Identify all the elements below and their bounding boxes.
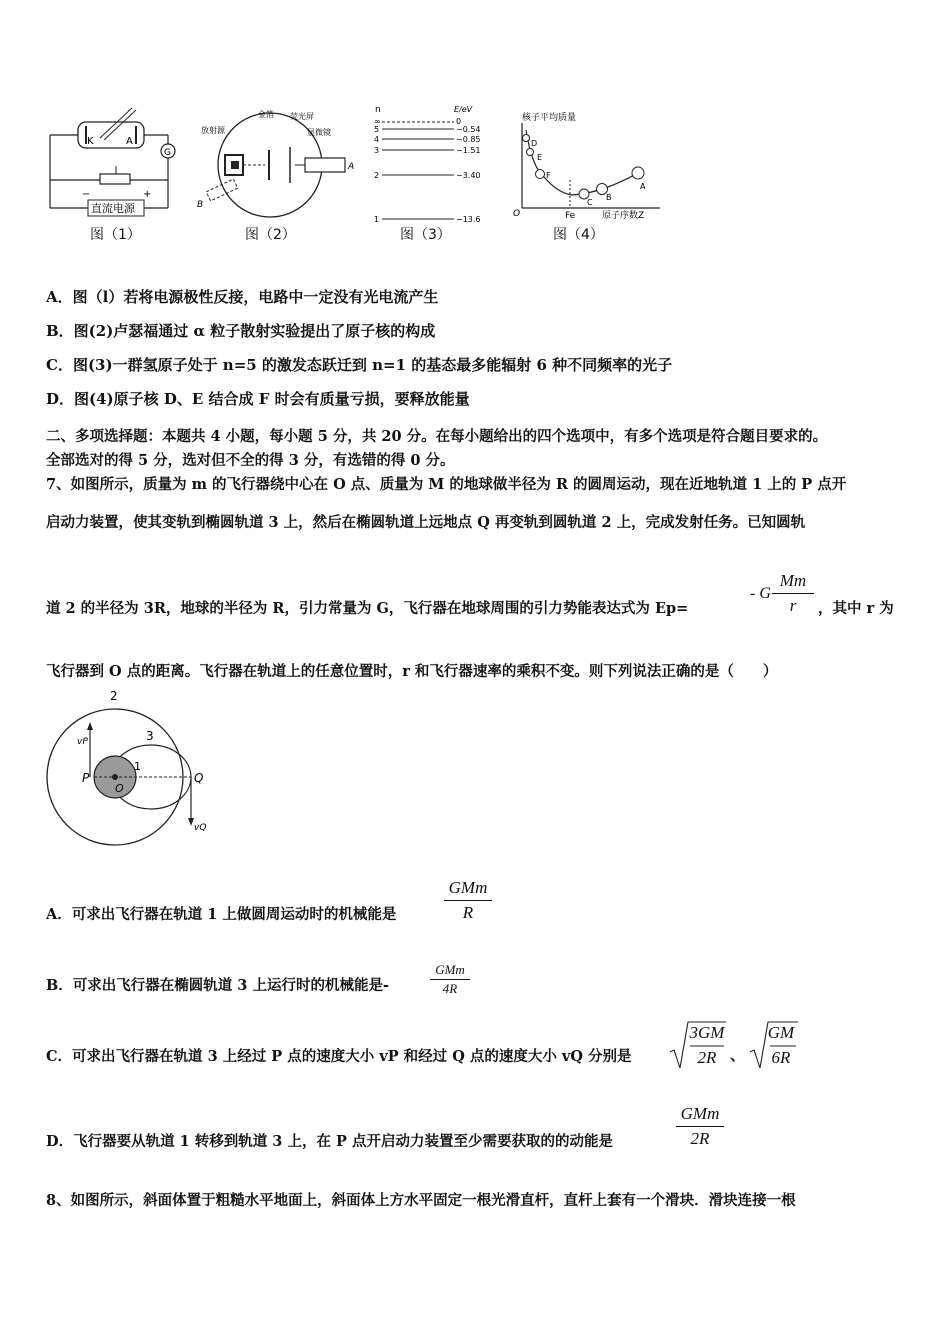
level-e: −0.54: [456, 125, 481, 134]
fig2-label-b: B: [197, 200, 204, 210]
orbit-label-2: 2: [110, 689, 118, 703]
option-c-r2-den: 6R: [771, 1048, 791, 1067]
level-n: 4: [374, 135, 380, 144]
fig4-fe: Fe: [565, 211, 576, 221]
q7-line-3-text: 道 2 的半径为 3R，地球的半径为 R，引力常量为 G，飞行器在地球周围的引力势能表达式为 Ep=: [46, 600, 689, 617]
level-3: [374, 146, 481, 155]
q7-option-d: D．飞行器要从轨道 1 转移到轨道 3 上，在 P 点开启动力装置至少需要获取的的动能是: [46, 1133, 613, 1150]
ep-denominator: r: [789, 596, 797, 615]
orbit-diagram: [42, 688, 217, 848]
fig2-screen: 荧光屏: [290, 112, 314, 121]
section-2-heading: 二、多项选择题：本题共 4 小题，每小题 5 分，共 20 分。在每小题给出的四个选项中，有多个选项是符合题目要求的。: [46, 428, 828, 445]
q6-option-b: B．图(2)卢瑟福通过 α 粒子散射实验提出了原子核的构成: [46, 322, 436, 340]
q7-line-1: 7、如图所示，质量为 m 的飞行器绕中心在 O 点、质量为 M 的地球做半径为 R 的圆周运动，现在近地轨道 1 上的 P 点开: [46, 476, 847, 493]
fig3-n-header: n: [375, 105, 381, 115]
fig2-label-a: A: [348, 162, 355, 172]
option-c-r2-num: GM: [767, 1023, 795, 1042]
fig1-galvanometer-label: G: [164, 148, 171, 158]
level-2: [374, 171, 481, 180]
option-c-frac-1: [688, 1022, 726, 1069]
fig1-minus: −: [82, 189, 91, 200]
option-a-fraction: [444, 877, 492, 924]
figure-2-rutherford-scattering: [195, 105, 355, 220]
level-e: −1.51: [456, 146, 481, 155]
fig4-point-a: A: [640, 182, 646, 191]
q6-option-d: D．图(4)原子核 D、E 结合成 F 时会有质量亏损，要释放能量: [46, 390, 470, 408]
fig1-plus: +: [143, 189, 152, 200]
q7-option-a: A．可求出飞行器在轨道 1 上做圆周运动时的机械能是: [46, 906, 397, 923]
option-a-numerator: GMm: [448, 878, 488, 897]
figure-1-caption: 图（1）: [90, 227, 141, 243]
fig1-label-a: A: [126, 136, 133, 147]
q8-line-1: 8、如图所示，斜面体置于粗糙水平地面上，斜面体上方水平固定一根光滑直杆，直杆上套有一个滑块．滑块连接一根: [46, 1192, 796, 1209]
fig4-point-f: F: [546, 171, 551, 180]
q7-line-4: 飞行器到 O 点的距离。飞行器在轨道上的任意位置时，r 和飞行器速率的乘积不变。则下列说法正确的是（ ）: [46, 663, 778, 680]
fig4-ylabel: 核子平均质量: [522, 113, 577, 123]
figure-3-energy-levels: [368, 102, 488, 227]
fig4-point-d: D: [531, 139, 538, 148]
fig4-point-b: B: [606, 193, 612, 202]
option-c-frac-2: [766, 1022, 796, 1069]
level-n: 1: [374, 215, 380, 224]
fig3-e-header: E/eV: [454, 105, 473, 114]
fig1-power-label: 直流电源: [91, 202, 135, 215]
fig1-label-k: K: [87, 136, 94, 147]
orbit-label-1: 1: [134, 760, 141, 773]
figure-4-caption: 图（4）: [553, 227, 604, 243]
option-c-separator: 、: [730, 1046, 746, 1064]
q7-line-2: 启动力装置，使其变轨到椭圆轨道 3 上，然后在椭圆轨道上远地点 Q 再变轨到圆轨道 2 上，完成发射任务。已知圆轨: [46, 514, 806, 531]
ep-fraction: [772, 570, 814, 617]
fig4-point-e: E: [537, 153, 543, 162]
figure-2-caption: 图（2）: [245, 227, 296, 243]
q7-option-c: C．可求出飞行器在轨道 3 上经过 P 点的速度大小 vP 和经过 Q 点的速度大小 vQ 分别是: [46, 1048, 632, 1065]
level-5: [374, 125, 481, 134]
level-4: [374, 135, 481, 144]
option-b-denominator: 4R: [442, 981, 458, 996]
option-b-numerator: GMm: [435, 962, 465, 977]
fig2-source: 放射源: [201, 126, 225, 135]
ep-numerator: Mm: [779, 571, 807, 590]
figure-4-binding-curve: [510, 108, 670, 223]
level-n: 3: [374, 146, 380, 155]
level-e: 0: [456, 117, 462, 126]
q6-option-a: A．图（l）若将电源极性反接，电路中一定没有光电流产生: [46, 288, 439, 306]
level-inf: [374, 117, 461, 126]
fig2-microscope: 显微镜: [307, 128, 331, 137]
fig4-point-c: C: [587, 198, 593, 207]
section-2-scoring: 全部选对的得 5 分，选对但不全的得 3 分，有选错的得 0 分。: [46, 452, 455, 469]
figure-3-caption: 图（3）: [400, 227, 451, 243]
option-d-fraction: [676, 1103, 724, 1150]
option-d-numerator: GMm: [680, 1104, 720, 1123]
q7-line-3: [46, 597, 688, 618]
fig4-origin: O: [513, 209, 521, 219]
orbit-label-o: O: [115, 782, 124, 795]
figure-1-photoelectric-circuit: [40, 100, 190, 220]
q6-option-c: C．图(3)一群氢原子处于 n=5 的激发态跃迁到 n=1 的基态最多能辐射 6 种不同频率的光子: [46, 356, 673, 374]
level-n: ∞: [374, 117, 381, 126]
fig2-gold-foil: 金箔: [258, 110, 274, 119]
fig4-xlabel: 原子序数Z: [602, 211, 645, 221]
level-e: −0.85: [456, 135, 481, 144]
option-d-denominator: 2R: [690, 1129, 710, 1148]
level-n: 2: [374, 171, 380, 180]
level-1: [374, 215, 481, 224]
level-e: −13.6: [456, 215, 481, 224]
option-a-denominator: R: [462, 903, 474, 922]
orbit-label-3: 3: [146, 729, 154, 743]
orbit-label-vp: vP: [77, 737, 88, 747]
option-c-r1-num: 3GM: [689, 1023, 725, 1042]
q7-line-3-end: ，其中 r 为: [818, 600, 894, 617]
option-b-fraction: [430, 962, 470, 997]
orbit-label-p: P: [82, 771, 90, 785]
orbit-label-vq: vQ: [194, 823, 207, 833]
level-e: −3.40: [456, 171, 481, 180]
orbit-label-q: Q: [194, 771, 204, 785]
q7-option-b: B．可求出飞行器在椭圆轨道 3 上运行时的机械能是-: [46, 977, 389, 994]
option-c-r1-den: 2R: [697, 1048, 717, 1067]
ep-sign: - G: [750, 585, 771, 602]
level-n: 5: [374, 125, 380, 134]
